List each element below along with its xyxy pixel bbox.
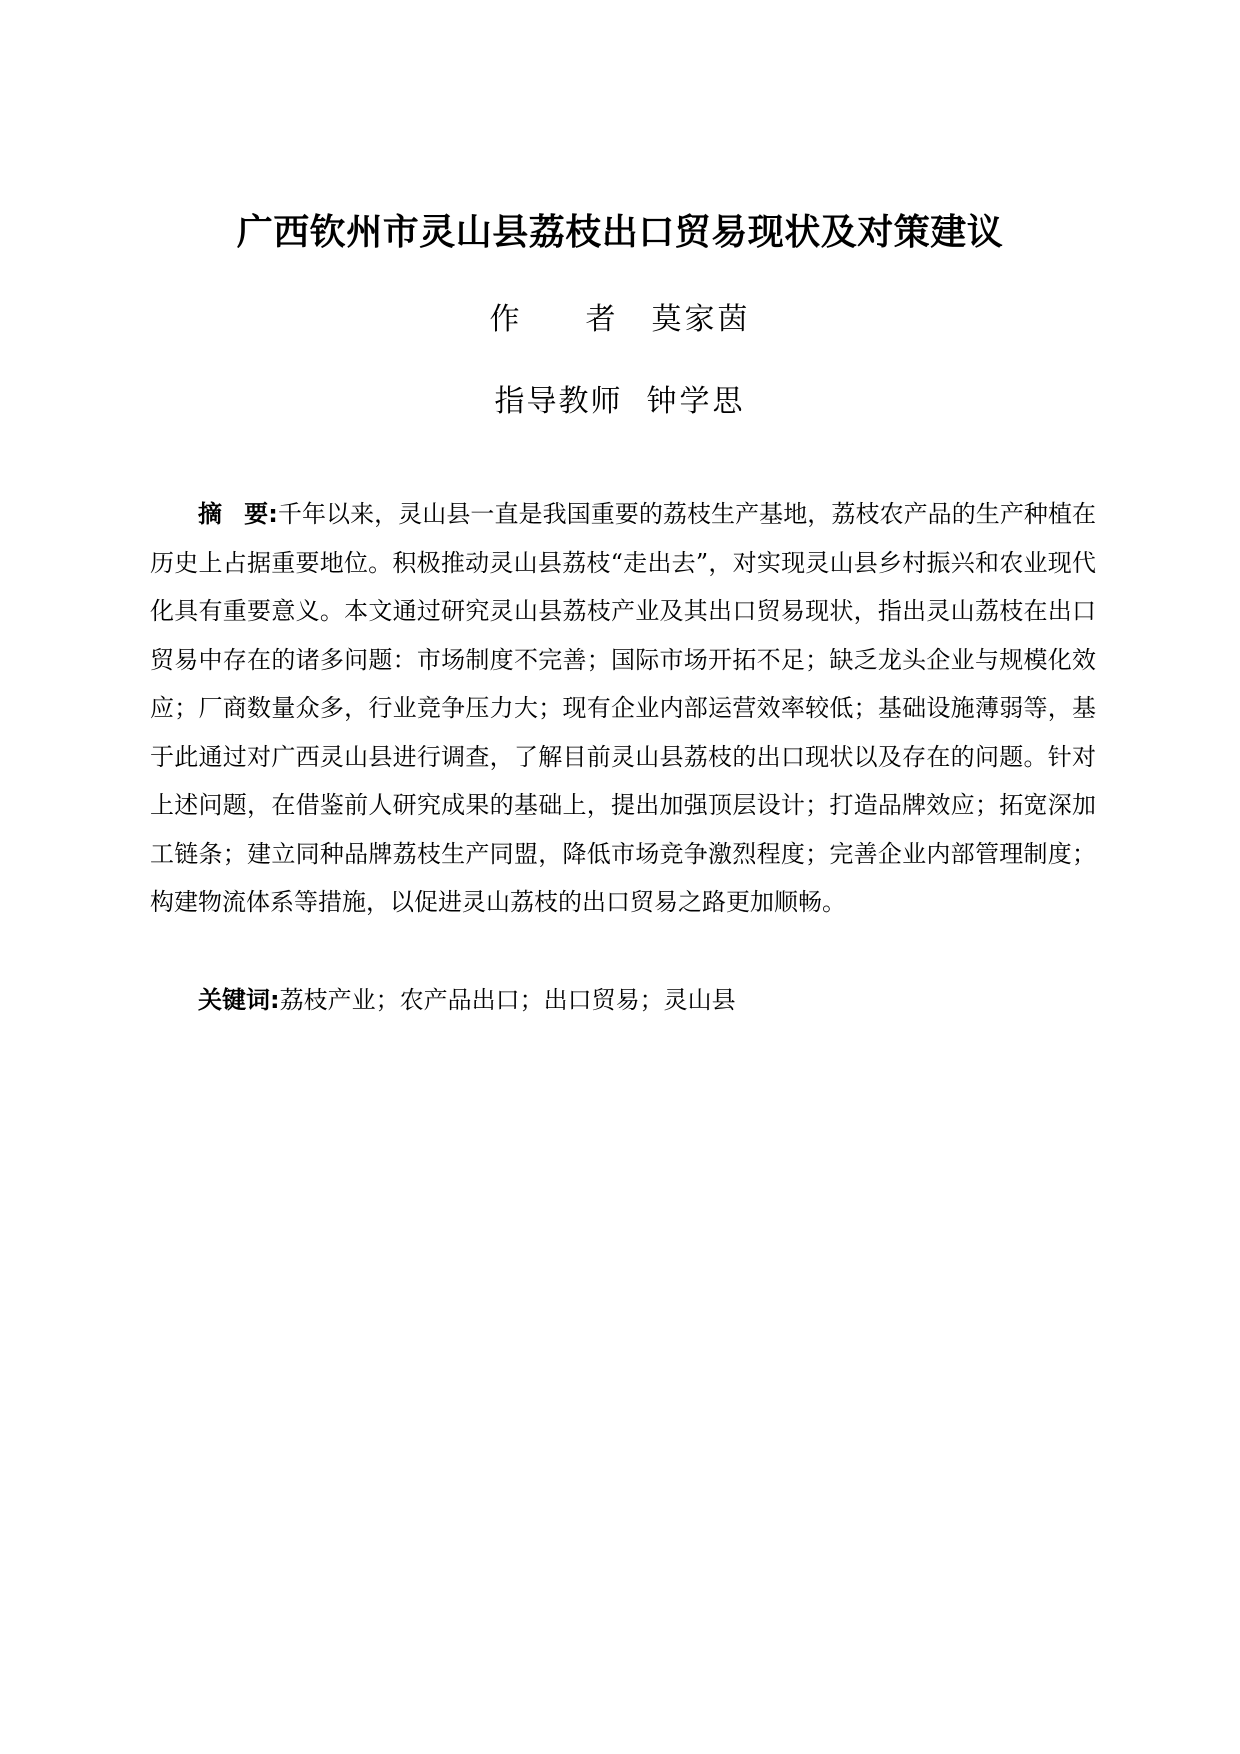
author-line (0, 298, 1240, 342)
abstract-label (198, 500, 278, 528)
author-name: 莫家茵 (651, 302, 751, 337)
abstract-label-part1: 摘 (198, 500, 223, 528)
keywords-line (198, 976, 1096, 1024)
advisor-name: 钟学思 (646, 384, 746, 419)
abstract-label-colon: : (268, 500, 278, 528)
author-label: 作者 (489, 302, 618, 337)
advisor-label: 指导教师 (494, 384, 623, 419)
abstract-paragraph (150, 490, 1096, 927)
keywords-text: 荔枝产业；农产品出口；出口贸易；灵山县 (279, 986, 736, 1014)
abstract-label-part2: 要 (244, 500, 269, 528)
abstract-text: 千年以来，灵山县一直是我国重要的荔枝生产基地，荔枝农产品的生产种植在历史上占据重要地位。积极推动灵山县荔枝“走出去”，对实现灵山县乡村振兴和农业现代化具有重要意义。本文通过研究灵山县荔枝产业及其出口贸易现状，指出灵山荔枝在出口贸易中存在的诸多问题：市场制度不完善；国际市场开拓不足；缺乏龙头企业与规模化效应；厂商数量众多，行业竞争压力大；现有企业内部运营效率较低；基础设施薄弱等，基于此通过对广西灵山县进行调查，了解目前灵山县荔枝的出口现状以及存在的问题。针对上述问题，在借鉴前人研究成果的基础上，提出加强顶层设计；打造品牌效应；拓宽深加工链条；建立同种品牌荔枝生产同盟，降低市场竞争激烈程度；完善企业内部管理制度；构建物流体系等措施，以促进灵山荔枝的出口贸易之路更加顺畅。 (150, 500, 1097, 916)
paper-title: 广西钦州市灵山县荔枝出口贸易现状及对策建议 (236, 212, 1004, 253)
keywords-label: 关键词: (198, 986, 280, 1014)
advisor-line (0, 380, 1240, 424)
